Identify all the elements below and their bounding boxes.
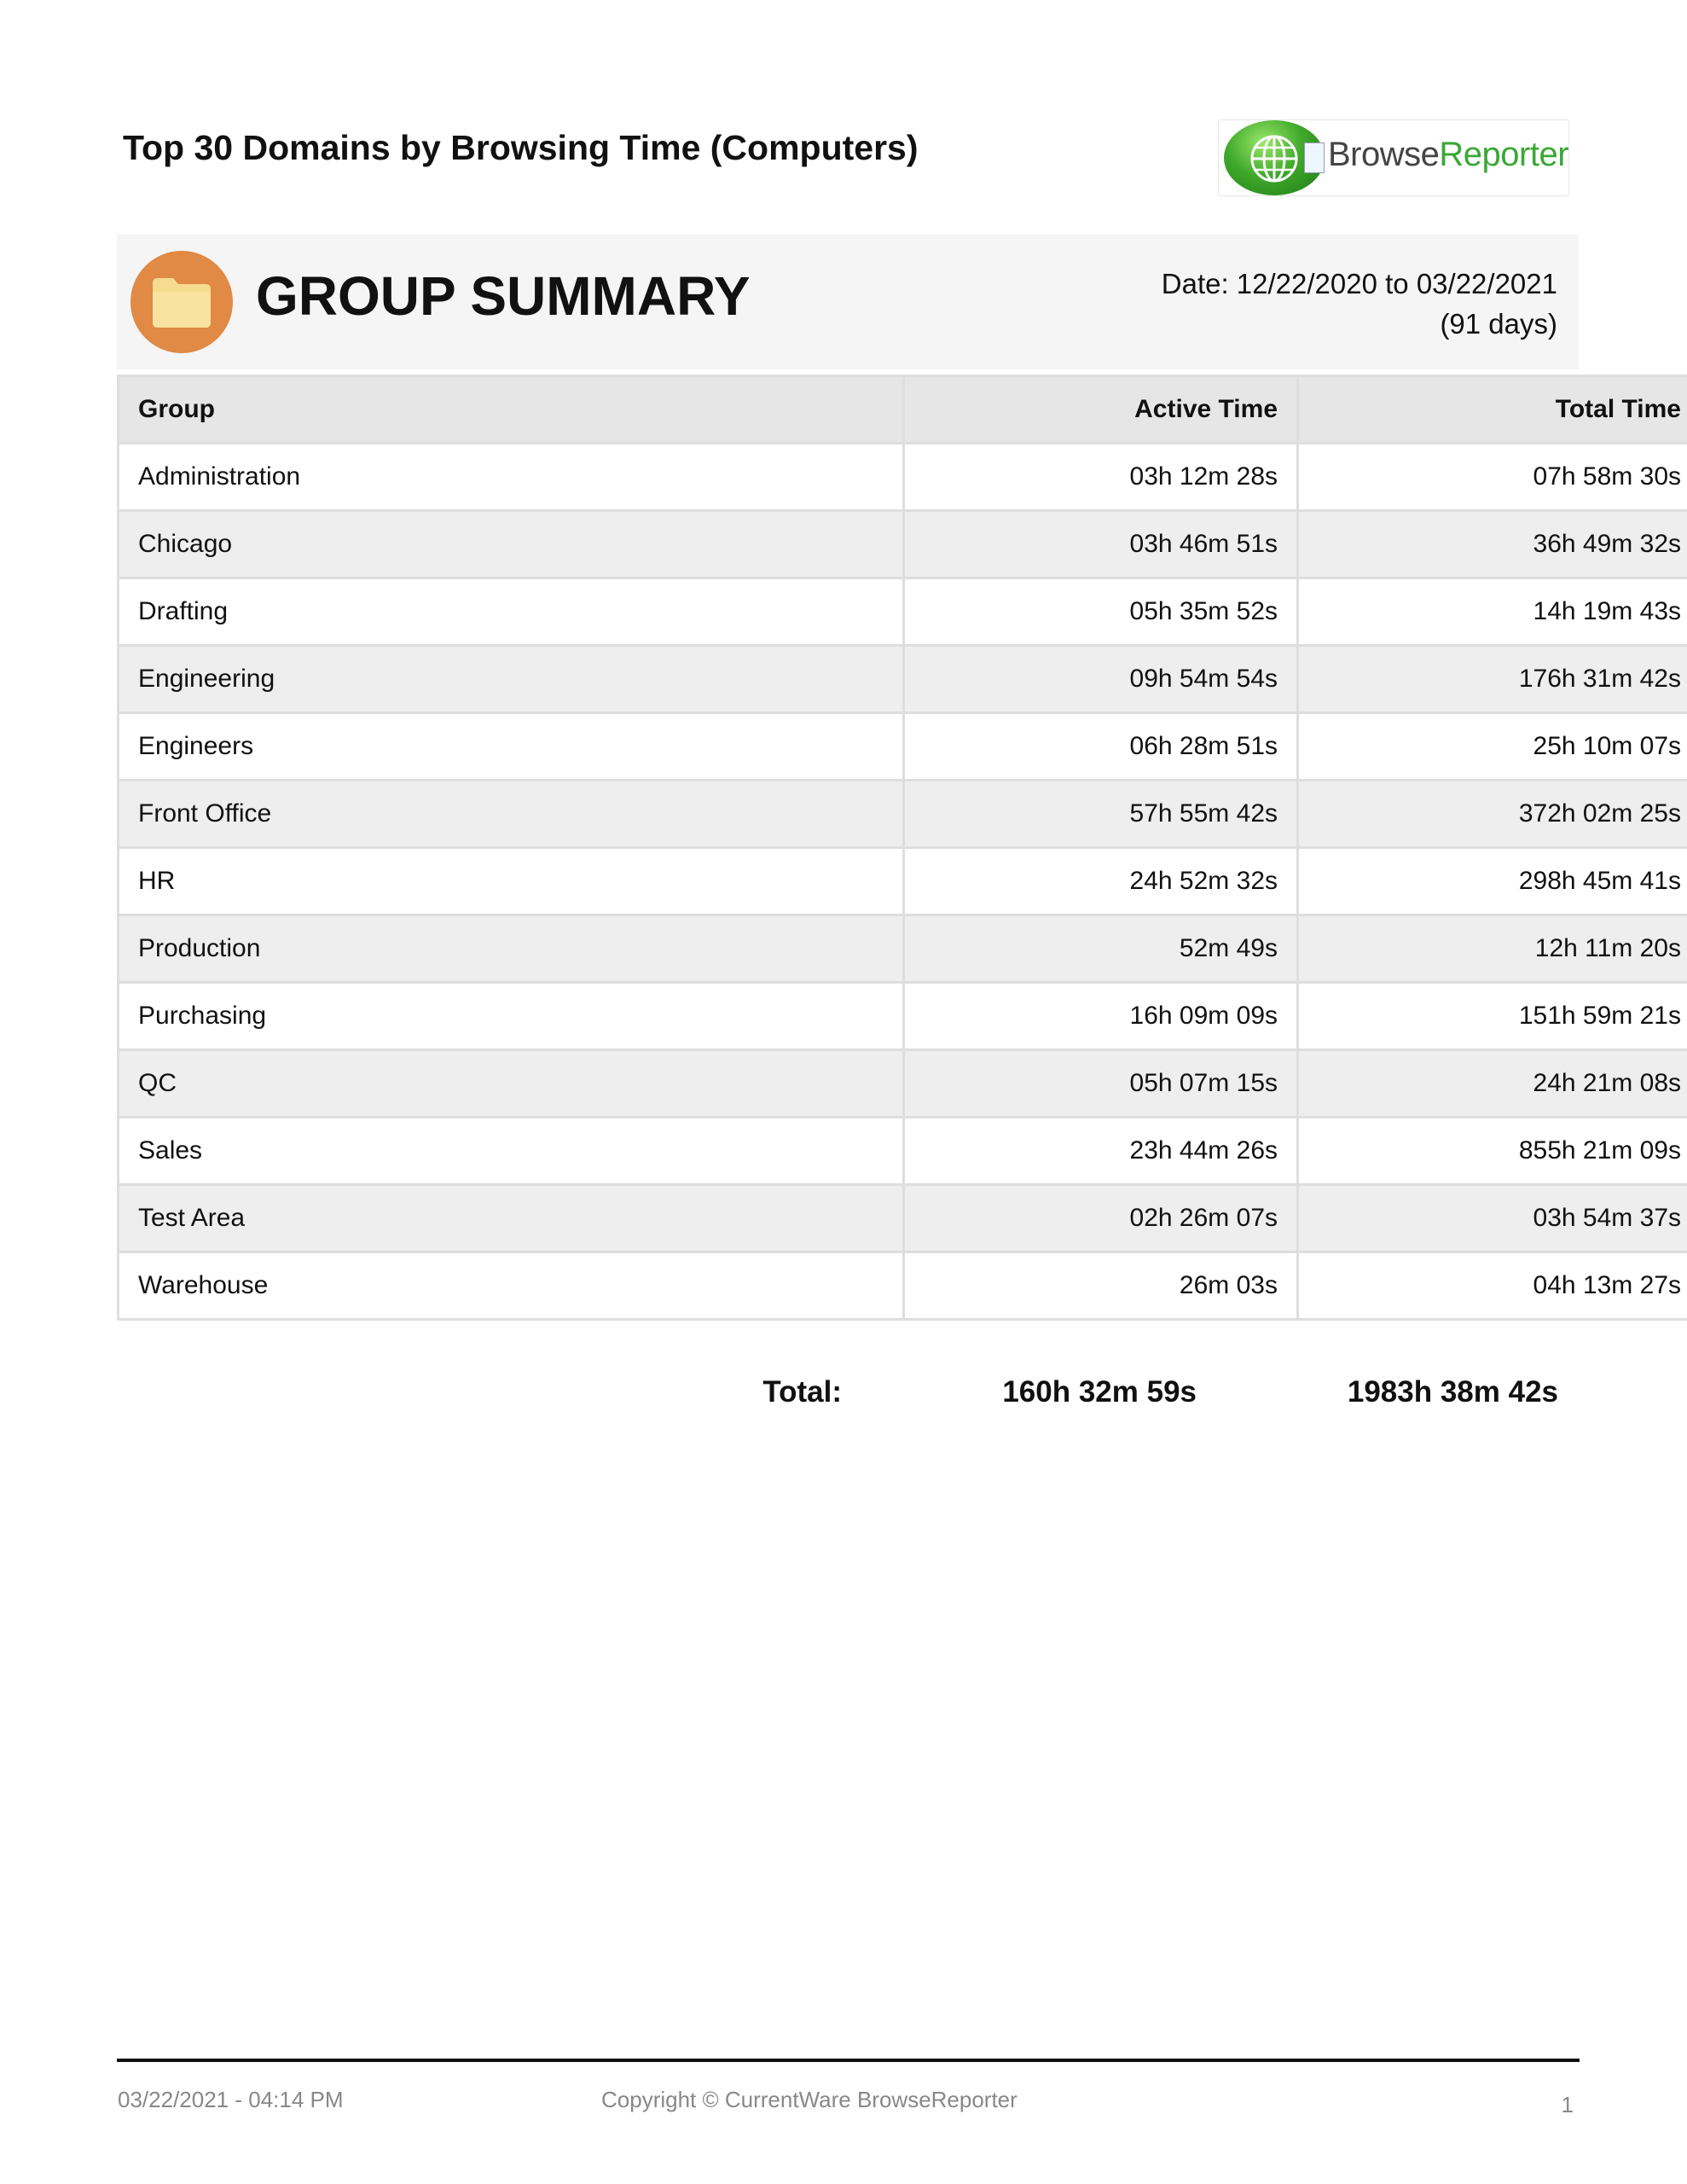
- table-row: [119, 444, 1687, 511]
- footer-divider: [117, 2059, 1580, 2062]
- header-group: Group: [119, 376, 904, 444]
- logo-text-reporter: Reporter: [1439, 136, 1569, 173]
- header-active-time: Active Time: [904, 376, 1298, 444]
- cell-total-time: 298h 45m 41s: [1298, 848, 1687, 915]
- table-row: [119, 511, 1687, 578]
- cell-group: Sales: [119, 1118, 904, 1185]
- cell-total-time: 04h 13m 27s: [1298, 1252, 1687, 1320]
- logo-text-browse: Browse: [1328, 136, 1440, 173]
- cell-total-time: 855h 21m 09s: [1298, 1118, 1687, 1185]
- table-row: [119, 915, 1687, 983]
- cell-active-time: 26m 03s: [904, 1252, 1298, 1320]
- cell-total-time: 12h 11m 20s: [1298, 915, 1687, 983]
- group-summary-header: [117, 235, 1579, 369]
- cell-group: Chicago: [119, 511, 904, 578]
- cell-active-time: 03h 46m 51s: [904, 511, 1298, 578]
- cell-total-time: 36h 49m 32s: [1298, 511, 1687, 578]
- cell-active-time: 16h 09m 09s: [904, 983, 1298, 1050]
- cell-group: Drafting: [119, 578, 904, 646]
- browsereporter-logo: [1218, 119, 1569, 196]
- cell-total-time: 14h 19m 43s: [1298, 578, 1687, 646]
- table-row: [119, 983, 1687, 1050]
- table-row: [119, 848, 1687, 915]
- days-count: (91 days): [1440, 308, 1557, 340]
- cell-group: Front Office: [119, 781, 904, 848]
- table-row: [119, 646, 1687, 713]
- cell-total-time: 24h 21m 08s: [1298, 1050, 1687, 1118]
- cell-active-time: 02h 26m 07s: [904, 1185, 1298, 1252]
- cell-active-time: 23h 44m 26s: [904, 1118, 1298, 1185]
- totals-label: Total:: [762, 1375, 842, 1409]
- cell-total-time: 372h 02m 25s: [1298, 781, 1687, 848]
- cell-group: Engineering: [119, 646, 904, 713]
- folder-icon: [130, 251, 233, 353]
- cell-group: Engineers: [119, 713, 904, 781]
- cell-active-time: 52m 49s: [904, 915, 1298, 983]
- table-row: [119, 1252, 1687, 1320]
- totals-active-time: 160h 32m 59s: [1002, 1375, 1197, 1409]
- group-summary-table: [117, 375, 1687, 1321]
- table-body: [119, 444, 1687, 1320]
- cell-group: HR: [119, 848, 904, 915]
- table-header-row: [119, 376, 1687, 444]
- cell-group: Production: [119, 915, 904, 983]
- cell-group: QC: [119, 1050, 904, 1118]
- cell-total-time: 25h 10m 07s: [1298, 713, 1687, 781]
- document-icon: [1304, 142, 1325, 173]
- cell-total-time: 03h 54m 37s: [1298, 1185, 1687, 1252]
- cell-active-time: 06h 28m 51s: [904, 713, 1298, 781]
- totals-total-time: 1983h 38m 42s: [1347, 1375, 1558, 1409]
- cell-group: Administration: [119, 444, 904, 511]
- footer-copyright: Copyright © CurrentWare BrowseReporter: [601, 2087, 1017, 2112]
- cell-active-time: 09h 54m 54s: [904, 646, 1298, 713]
- table-row: [119, 1185, 1687, 1252]
- date-range: [1162, 264, 1557, 344]
- footer-timestamp: 03/22/2021 - 04:14 PM: [118, 2087, 344, 2112]
- date-range-line: Date: 12/22/2020 to 03/22/2021: [1161, 268, 1557, 299]
- cell-active-time: 24h 52m 32s: [904, 848, 1298, 915]
- cell-active-time: 05h 35m 52s: [904, 578, 1298, 646]
- cell-group: Warehouse: [119, 1252, 904, 1320]
- cell-active-time: 57h 55m 42s: [904, 781, 1298, 848]
- table-row: [119, 781, 1687, 848]
- page-number: 1: [1561, 2092, 1574, 2117]
- cell-total-time: 07h 58m 30s: [1298, 444, 1687, 511]
- table-row: [119, 713, 1687, 781]
- table-row: [119, 578, 1687, 646]
- report-title: Top 30 Domains by Browsing Time (Computers): [123, 128, 919, 167]
- cell-active-time: 05h 07m 15s: [904, 1050, 1298, 1118]
- logo-text: [1328, 136, 1568, 174]
- cell-active-time: 03h 12m 28s: [904, 444, 1298, 511]
- cell-total-time: 176h 31m 42s: [1298, 646, 1687, 713]
- cell-total-time: 151h 59m 21s: [1298, 983, 1687, 1050]
- summary-title: GROUP SUMMARY: [256, 265, 751, 327]
- cell-group: Test Area: [119, 1185, 904, 1252]
- table-row: [119, 1050, 1687, 1118]
- cell-group: Purchasing: [119, 983, 904, 1050]
- header-total-time: Total Time: [1298, 376, 1687, 444]
- table-row: [119, 1118, 1687, 1185]
